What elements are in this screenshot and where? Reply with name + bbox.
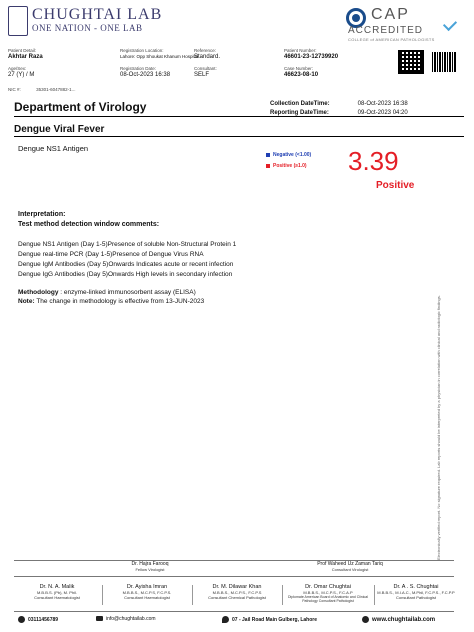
checkmark-icon xyxy=(443,17,457,31)
positive-legend: Positive (≥1.0) xyxy=(266,163,307,169)
patient-nic: NIC #: 35301-6047882-1... xyxy=(8,87,76,92)
result-status: Positive xyxy=(376,180,415,191)
doctor-list xyxy=(16,585,456,607)
doctor-divider xyxy=(374,585,375,605)
email-icon xyxy=(96,616,103,621)
logo-tagline: ONE NATION - ONE LAB xyxy=(32,23,143,33)
interpretation-title: Interpretation: xyxy=(18,211,66,218)
chughtai-logo xyxy=(8,6,188,38)
patient-number: Patient Number: 46601-23-12739920 xyxy=(284,48,339,60)
divider xyxy=(14,116,464,117)
cap-accreditation-logo xyxy=(346,6,466,46)
footer-divider xyxy=(14,576,454,577)
list-item: Dengue NS1 Antigen (Day 1-5)Presence of soluble Non-Structural Protein 1 xyxy=(18,241,237,248)
consultant: Consultant: SELF xyxy=(194,66,217,78)
phone-icon xyxy=(18,616,25,623)
negative-legend: Negative (<1.00) xyxy=(266,152,311,158)
methodology: Methodology : enzyme-linked immunosorbent assay (ELISA) Note: The change in methodology is effective from 13-JUN-2023 xyxy=(18,289,205,305)
cap-title: CAP xyxy=(371,6,410,23)
contact-phone[interactable]: 03111456789 xyxy=(18,616,58,623)
reporting-datetime: Reporting DateTime: 09-Oct-2023 04:20 xyxy=(270,110,408,116)
doctor-divider xyxy=(282,585,283,605)
collection-datetime: Collection DateTime: 08-Oct-2023 16:38 xyxy=(270,101,408,107)
department-title: Department of Virology xyxy=(14,100,147,114)
result-value: 3.39 xyxy=(348,146,399,176)
location-pin-icon xyxy=(222,616,229,623)
doctor-divider xyxy=(102,585,103,605)
doctor-item: Dr. M. Dilawar Khan M.B.B.S., M.C.P.S., F.C.P.S Consultant Chemical Pathologist xyxy=(208,584,266,600)
contact-website[interactable]: www.chughtailab.com xyxy=(362,616,435,623)
registration-location: Registration Location: Lahore: Opp Shoukat Khanum Hospital xyxy=(120,48,199,59)
list-item: Dengue IgM Antibodies (Day 5)Onwards Indicates acute or recent infection xyxy=(18,261,234,268)
report-title: Dengue Viral Fever xyxy=(14,124,105,135)
test-name: Dengue NS1 Antigen xyxy=(18,144,89,153)
reference: Reference: Standard. xyxy=(194,48,221,60)
side-verification-note: Electronically verified report. No signature required. Lab reports should be interpreted by a physician in correlation with clinical and radiologic findings. xyxy=(436,295,441,560)
list-item: Dengue real-time PCR (Day 1-5)Presence of Dengue Virus RNA xyxy=(18,251,204,258)
logo-name: CHUGHTAI LAB xyxy=(32,6,163,23)
list-item: Dengue IgG Antibodies (Day 5)Onwards High levels in secondary infection xyxy=(18,271,233,278)
red-square-icon xyxy=(266,164,270,168)
contact-email[interactable]: info@chughtailab.com xyxy=(96,616,156,622)
interpretation-lines xyxy=(18,240,236,280)
patient-agesex: Age/Sex: 27 (Y) / M xyxy=(8,66,35,78)
doctor-item: Dr. Ayisha Imran M.B.B.S., M.C.P.S, F.C.P.S. Consultant Haematologist xyxy=(122,584,172,600)
blue-square-icon xyxy=(266,153,270,157)
cap-accredited: ACCREDITED xyxy=(348,25,424,36)
interpretation-subtitle: Test method detection window comments: xyxy=(18,221,160,228)
doctor-item: Dr. N. A. Malik M.B.B.S. (Pb), M. Phil. Consultant Haematologist xyxy=(34,584,80,600)
contact-address: 07 - Jail Road Main Gulberg, Lahore xyxy=(222,616,317,623)
barcode xyxy=(432,52,456,72)
patient-name: Akhtar Raza xyxy=(8,54,43,60)
qr-code xyxy=(398,50,424,74)
walking-figure-icon xyxy=(8,6,28,36)
footer-divider xyxy=(14,611,454,612)
footer-divider xyxy=(14,560,454,561)
patient-detail: Patient Detail: Akhtar Raza xyxy=(8,48,43,60)
interpretation xyxy=(18,210,159,230)
registration-date: Registration Date: 08-Oct-2023 16:38 xyxy=(120,66,171,78)
cap-subtitle: COLLEGE of AMERICAN PATHOLOGISTS xyxy=(348,37,435,42)
doctor-item: Dr. Omar Chughtai M.B.B.S., M.C.P.S., F.C.A.P Diplomate American Board of Anatomic and Clinical Pathology Consultant Pathologist xyxy=(288,584,368,603)
signature-right: Prof Waheed Uz Zaman Tariq Consultant Virologist xyxy=(317,561,383,572)
patient-info xyxy=(8,48,458,100)
globe-icon xyxy=(362,616,369,623)
doctor-item: Dr. A . S. Chughtai M.B.B.S., M.I.A.C., M.Phil, F.C.P.S., F.C.P.P Consultant Pathologist xyxy=(377,584,455,600)
divider xyxy=(14,136,464,137)
doctor-divider xyxy=(192,585,193,605)
case-number: Case Number: 46623-08-10 xyxy=(284,66,319,78)
signature-left: Dr. Hajra Farooq Fellow Virologist xyxy=(131,561,169,572)
